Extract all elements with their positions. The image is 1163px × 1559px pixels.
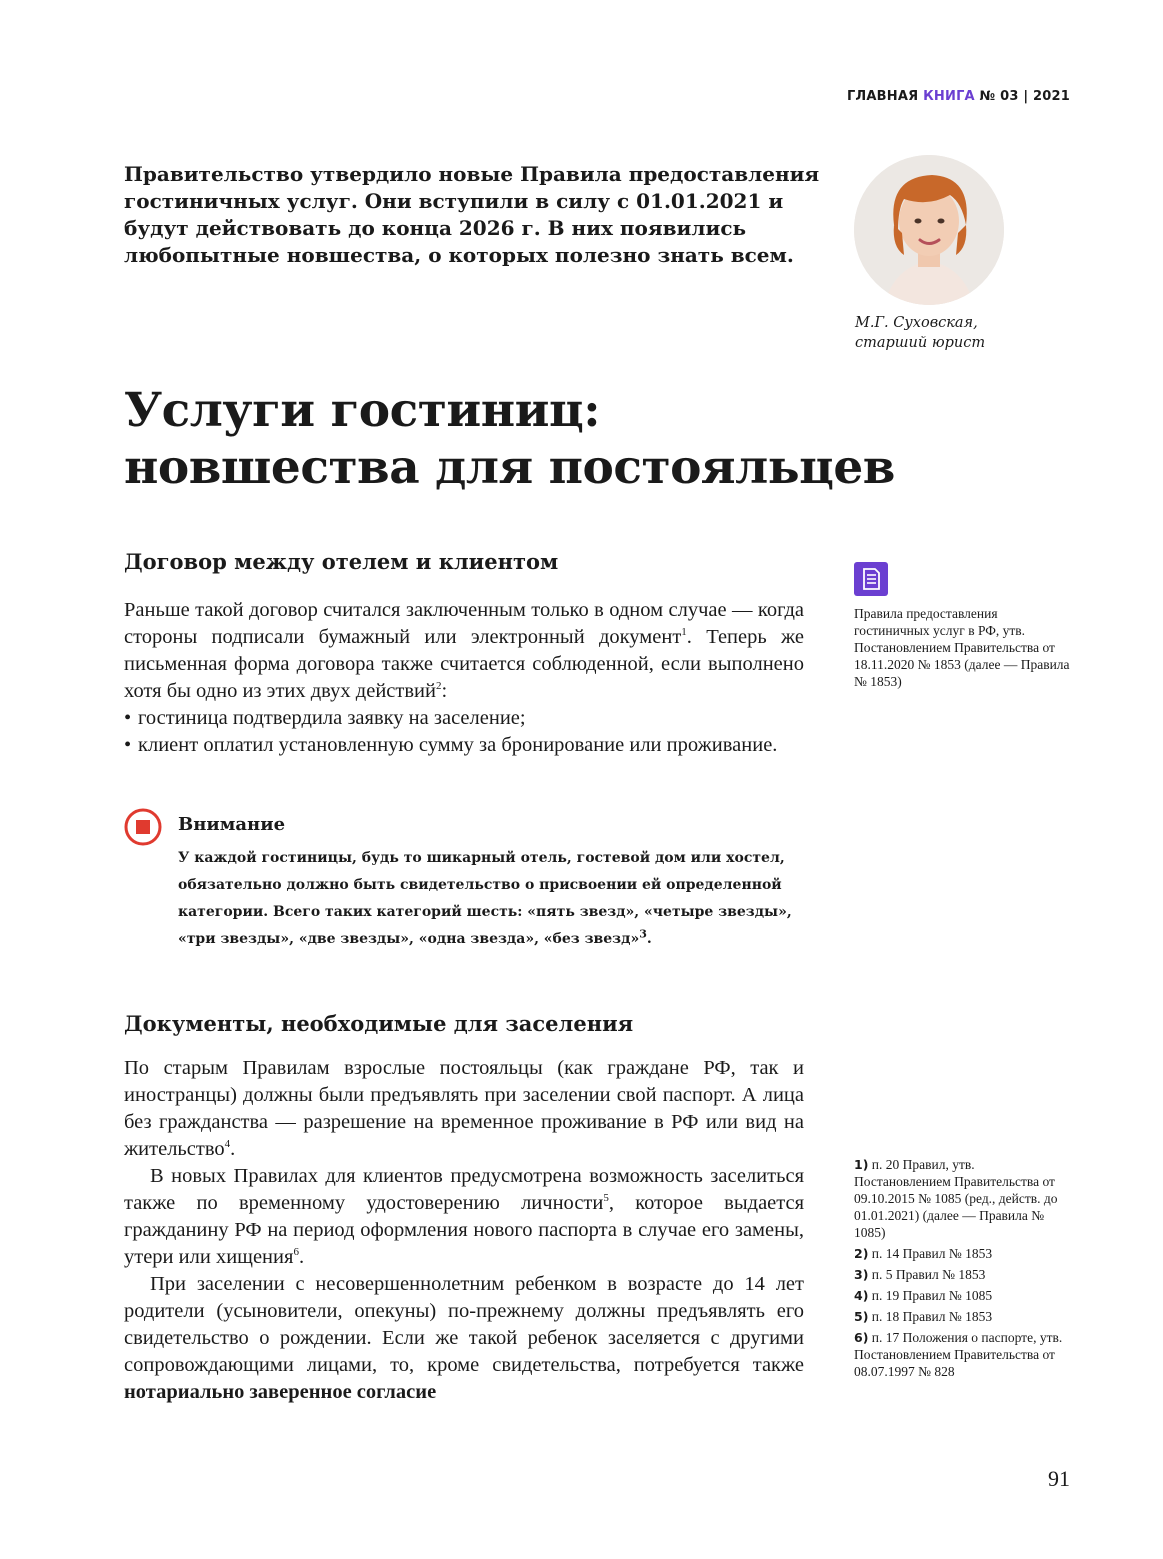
brand-accent: КНИГА bbox=[923, 89, 975, 104]
section-body-documents bbox=[124, 1055, 804, 1406]
conditions-list bbox=[124, 705, 804, 759]
side-note: Правила предоставления гостиничных услуг в РФ, утв. Постановлением Правительства от 18.11.2020 № 1853 (далее — Правила № 1853) bbox=[854, 606, 1070, 689]
paragraph: В новых Правилах для клиентов предусмотрена возможность заселиться также по временному удостоверению личности$^5$, которое выдается гражданину РФ на период оформления нового паспорта в случае его замены, утери или хищения$^6$. bbox=[124, 1165, 804, 1268]
footnote-ref: 6 bbox=[293, 1246, 299, 1259]
list-item: • клиент оплатил установленную сумму за бронирование или проживание. bbox=[124, 732, 804, 759]
section-heading-contract: Договор между отелем и клиентом bbox=[124, 549, 559, 574]
footnote-item: 3) п. 5 Правил № 1853 bbox=[854, 1267, 986, 1282]
attention-icon bbox=[124, 808, 162, 846]
list-item: • гостиница подтвердила заявку на заселение; bbox=[124, 705, 804, 732]
attention-title: Внимание bbox=[178, 814, 286, 835]
title-line-1: Услуги гостиниц: bbox=[124, 383, 601, 438]
section-heading-documents: Документы, необходимые для заселения bbox=[124, 1011, 634, 1036]
article-title bbox=[124, 382, 895, 496]
page-number: 91 bbox=[1048, 1466, 1070, 1491]
section-body-contract bbox=[124, 597, 804, 759]
attention-text: У каждой гостиницы, будь то шикарный отель, гостевой дом или хостел, обязательно должно быть свидетельство о присвоении ей определенной категории. Всего таких категорий шесть: «пять звезд», «четыре звезды», «три звезды», «две звезды», «одна звезда», «без звезд»$^3$. bbox=[178, 850, 792, 947]
author-caption bbox=[855, 313, 985, 353]
document-icon bbox=[854, 562, 888, 596]
footnote-item: 1) п. 20 Правил, утв. Постановлением Правительства от 09.10.2015 № 1085 (ред., действ. до 01.01.2021) (далее — Правила № 1085) bbox=[854, 1157, 1058, 1240]
paragraph: Раньше такой договор считался заключенным только в одном случае — когда стороны подписали бумажный или электронный документ$^1$. Теперь же письменная форма договора также считается соблюденной, если выполнено хотя бы одно из этих двух действий$^2$: bbox=[124, 599, 804, 702]
footnote-item: 5) п. 18 Правил № 1853 bbox=[854, 1309, 993, 1324]
lead-paragraph: Правительство утвердило новые Правила предоставления гостиничных услуг. Они вступили в силу с 01.01.2021 и будут действовать до конца 2026 г. В них появились любопытные новшества, о которых полезно знать всем. bbox=[124, 162, 820, 267]
bold-phrase: нотариально заверенное согласие bbox=[124, 1381, 437, 1403]
issue-number: № 03 | 2021 bbox=[979, 89, 1070, 104]
author-name: М.Г. Суховская, bbox=[855, 315, 978, 331]
footnote-item: 6) п. 17 Положения о паспорте, утв. Постановлением Правительства от 08.07.1997 № 828 bbox=[854, 1330, 1063, 1379]
author-role: старший юрист bbox=[855, 335, 986, 351]
title-line-2: новшества для постояльцев bbox=[124, 440, 895, 495]
footnote-ref: 5 bbox=[603, 1192, 609, 1205]
footnotes bbox=[854, 1156, 1074, 1384]
running-header bbox=[847, 89, 1070, 104]
paragraph: При заселении с несовершеннолетним ребенком в возрасте до 14 лет родители (усыновители, опекуны) по-прежнему должны предъявлять его свидетельство о рождении. Если же такой ребенок заселяется с другими сопровождающими лицами, то, кроме свидетельства, потребуется также нотариально заверенное согласие bbox=[124, 1273, 804, 1403]
footnote-ref: 4 bbox=[224, 1138, 231, 1151]
paragraph: По старым Правилам взрослые постояльцы (как граждане РФ, так и иностранцы) должны были предъявлять при заселении свой паспорт. А лица без гражданства — разрешение на временное проживание в РФ или вид на жительство$^4$. bbox=[124, 1057, 804, 1160]
footnote-ref: 1 bbox=[681, 626, 687, 639]
brand-main: ГЛАВНАЯ bbox=[846, 89, 919, 104]
author-photo bbox=[854, 155, 1004, 305]
footnote-ref: 3 bbox=[639, 927, 647, 941]
footnote-ref: 2 bbox=[435, 680, 442, 693]
footnote-item: 2) п. 14 Правил № 1853 bbox=[854, 1246, 993, 1261]
footnote-item: 4) п. 19 Правил № 1085 bbox=[854, 1288, 993, 1303]
